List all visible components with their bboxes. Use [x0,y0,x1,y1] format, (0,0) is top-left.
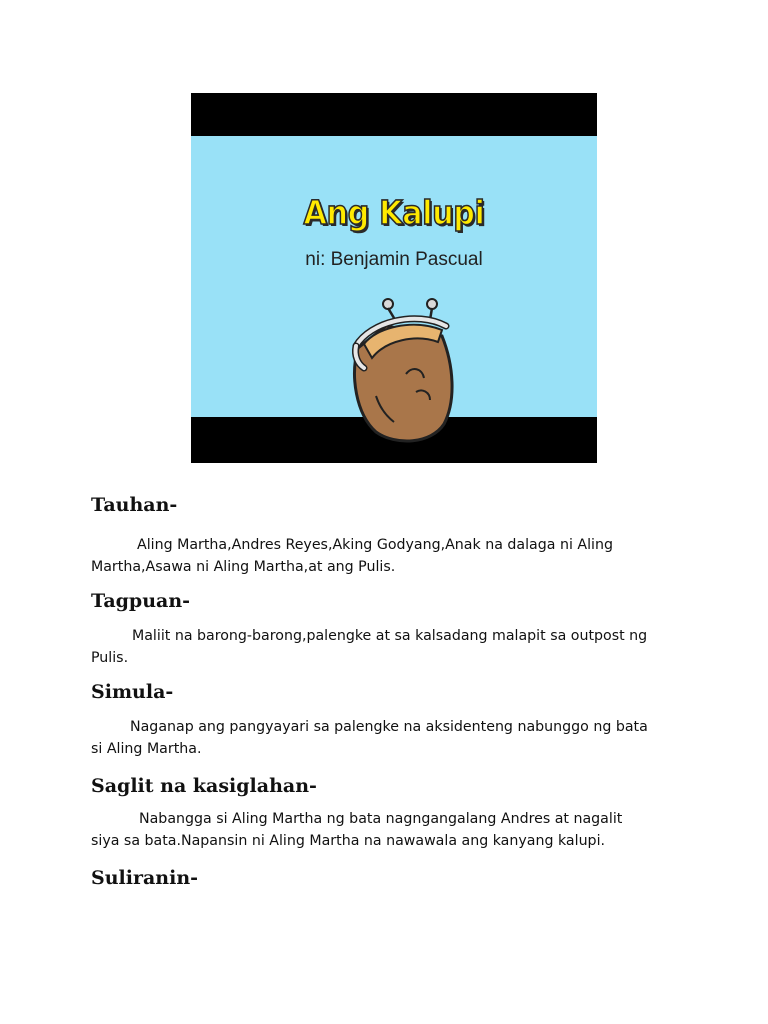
text-line: Maliit na barong-barong,palengke at sa kalsadang malapit sa outpost ng [132,628,648,644]
section-heading-saglit-na-kasiglahan: Saglit na kasiglahan- [91,775,317,797]
section-text-saglit-na-kasiglahan [91,808,691,852]
section-text-tauhan [91,534,691,578]
section-heading-suliranin: Suliranin- [91,867,199,889]
section-text-simula [91,716,691,760]
text-line: si Aling Martha. [91,741,202,757]
text-line: Aling Martha,Andres Reyes,Aking Godyang,Anak na dalaga ni Aling [137,537,613,553]
section-heading-tagpuan: Tagpuan- [91,590,191,612]
cover-panel [191,136,597,417]
section-heading-simula: Simula- [91,681,174,703]
section-text-tagpuan [91,625,691,669]
cover-image [191,93,597,463]
text-line: Naganap ang pangyayari sa palengke na aksidenteng nabunggo ng bata [130,719,648,735]
section-heading-tauhan: Tauhan- [91,494,178,516]
text-line: Martha,Asawa ni Aling Martha,at ang Pulis. [91,559,396,575]
text-line: siya sa bata.Napansin ni Aling Martha na nawawala ang kanyang kalupi. [91,833,606,849]
cover-title: Ang Kalupi [303,193,485,232]
text-line: Pulis. [91,650,129,666]
cover-author: ni: Benjamin Pascual [305,249,483,270]
coin-purse-icon [346,296,456,446]
text-line: Nabangga si Aling Martha ng bata nagngangalang Andres at nagalit [139,811,623,827]
